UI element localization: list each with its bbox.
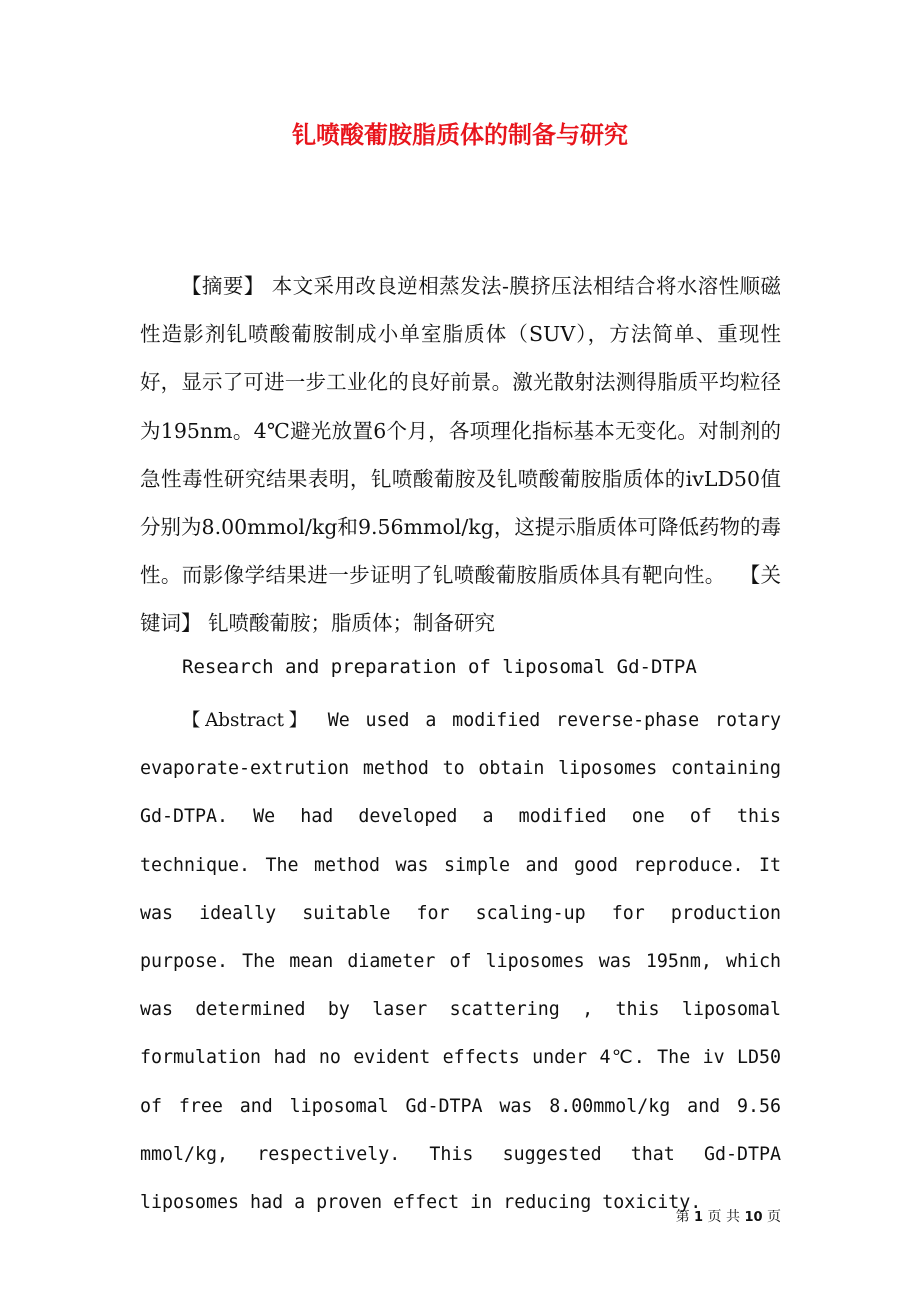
page-footer xyxy=(0,1206,781,1229)
en-abstract-label: 【Abstract】 xyxy=(182,710,312,731)
document-title: 钆喷酸葡胺脂质体的制备与研究 xyxy=(292,120,628,149)
english-title: Research and preparation of liposomal Gd-DTPA xyxy=(182,656,697,678)
footer-total-pages: 10 xyxy=(744,1210,763,1225)
footer-middle: 页 共 xyxy=(707,1209,740,1225)
footer-prefix: 第 xyxy=(675,1209,690,1225)
en-abstract-text: We used a modified reverse-phase rotary evaporate-extrution method to obtain liposomes containing Gd-DTPA. We had developed a modified one of this technique. The method was simple and good reproduce. It was ideally suitable for scaling-up for production purpose. The mean diameter of liposomes was 195nm, which was determined by laser scattering , this liposomal formulation had no evident effects under 4℃. The iv LD50 of free and liposomal Gd-DTPA was 8.00mmol/kg and 9.56 mmol/kg, respectively. This suggested that Gd-DTPA liposomes had a proven effect in reducing toxicity. xyxy=(140,710,781,1214)
cn-abstract-text: 本文采用改良逆相蒸发法-膜挤压法相结合将水溶性顺磁性造影剂钆喷酸葡胺制成小单室脂质体（SUV），方法简单、重现性好，显示了可进一步工业化的良好前景。激光散射法测得脂质平均粒径为195nm。4℃避光放置6个月，各项理化指标基本无变化。对制剂的急性毒性研究结果表明，钆喷酸葡胺及钆喷酸葡胺脂质体的ivLD50值分别为8.00mmol/kg和9.56mmol/kg，这提示脂质体可降低药物的毒性。而影像学结果进一步证明了钆喷酸葡胺脂质体具有靶向性。 xyxy=(140,274,781,588)
chinese-abstract xyxy=(140,262,781,648)
cn-keywords: 钆喷酸葡胺；脂质体；制备研究 xyxy=(208,611,496,636)
footer-current-page: 1 xyxy=(694,1210,704,1225)
cn-abstract-label: 【摘要】 xyxy=(181,274,265,298)
english-abstract xyxy=(140,697,781,1227)
cn-keywords-label: 【关键词】 xyxy=(140,563,781,636)
footer-suffix: 页 xyxy=(767,1209,781,1225)
